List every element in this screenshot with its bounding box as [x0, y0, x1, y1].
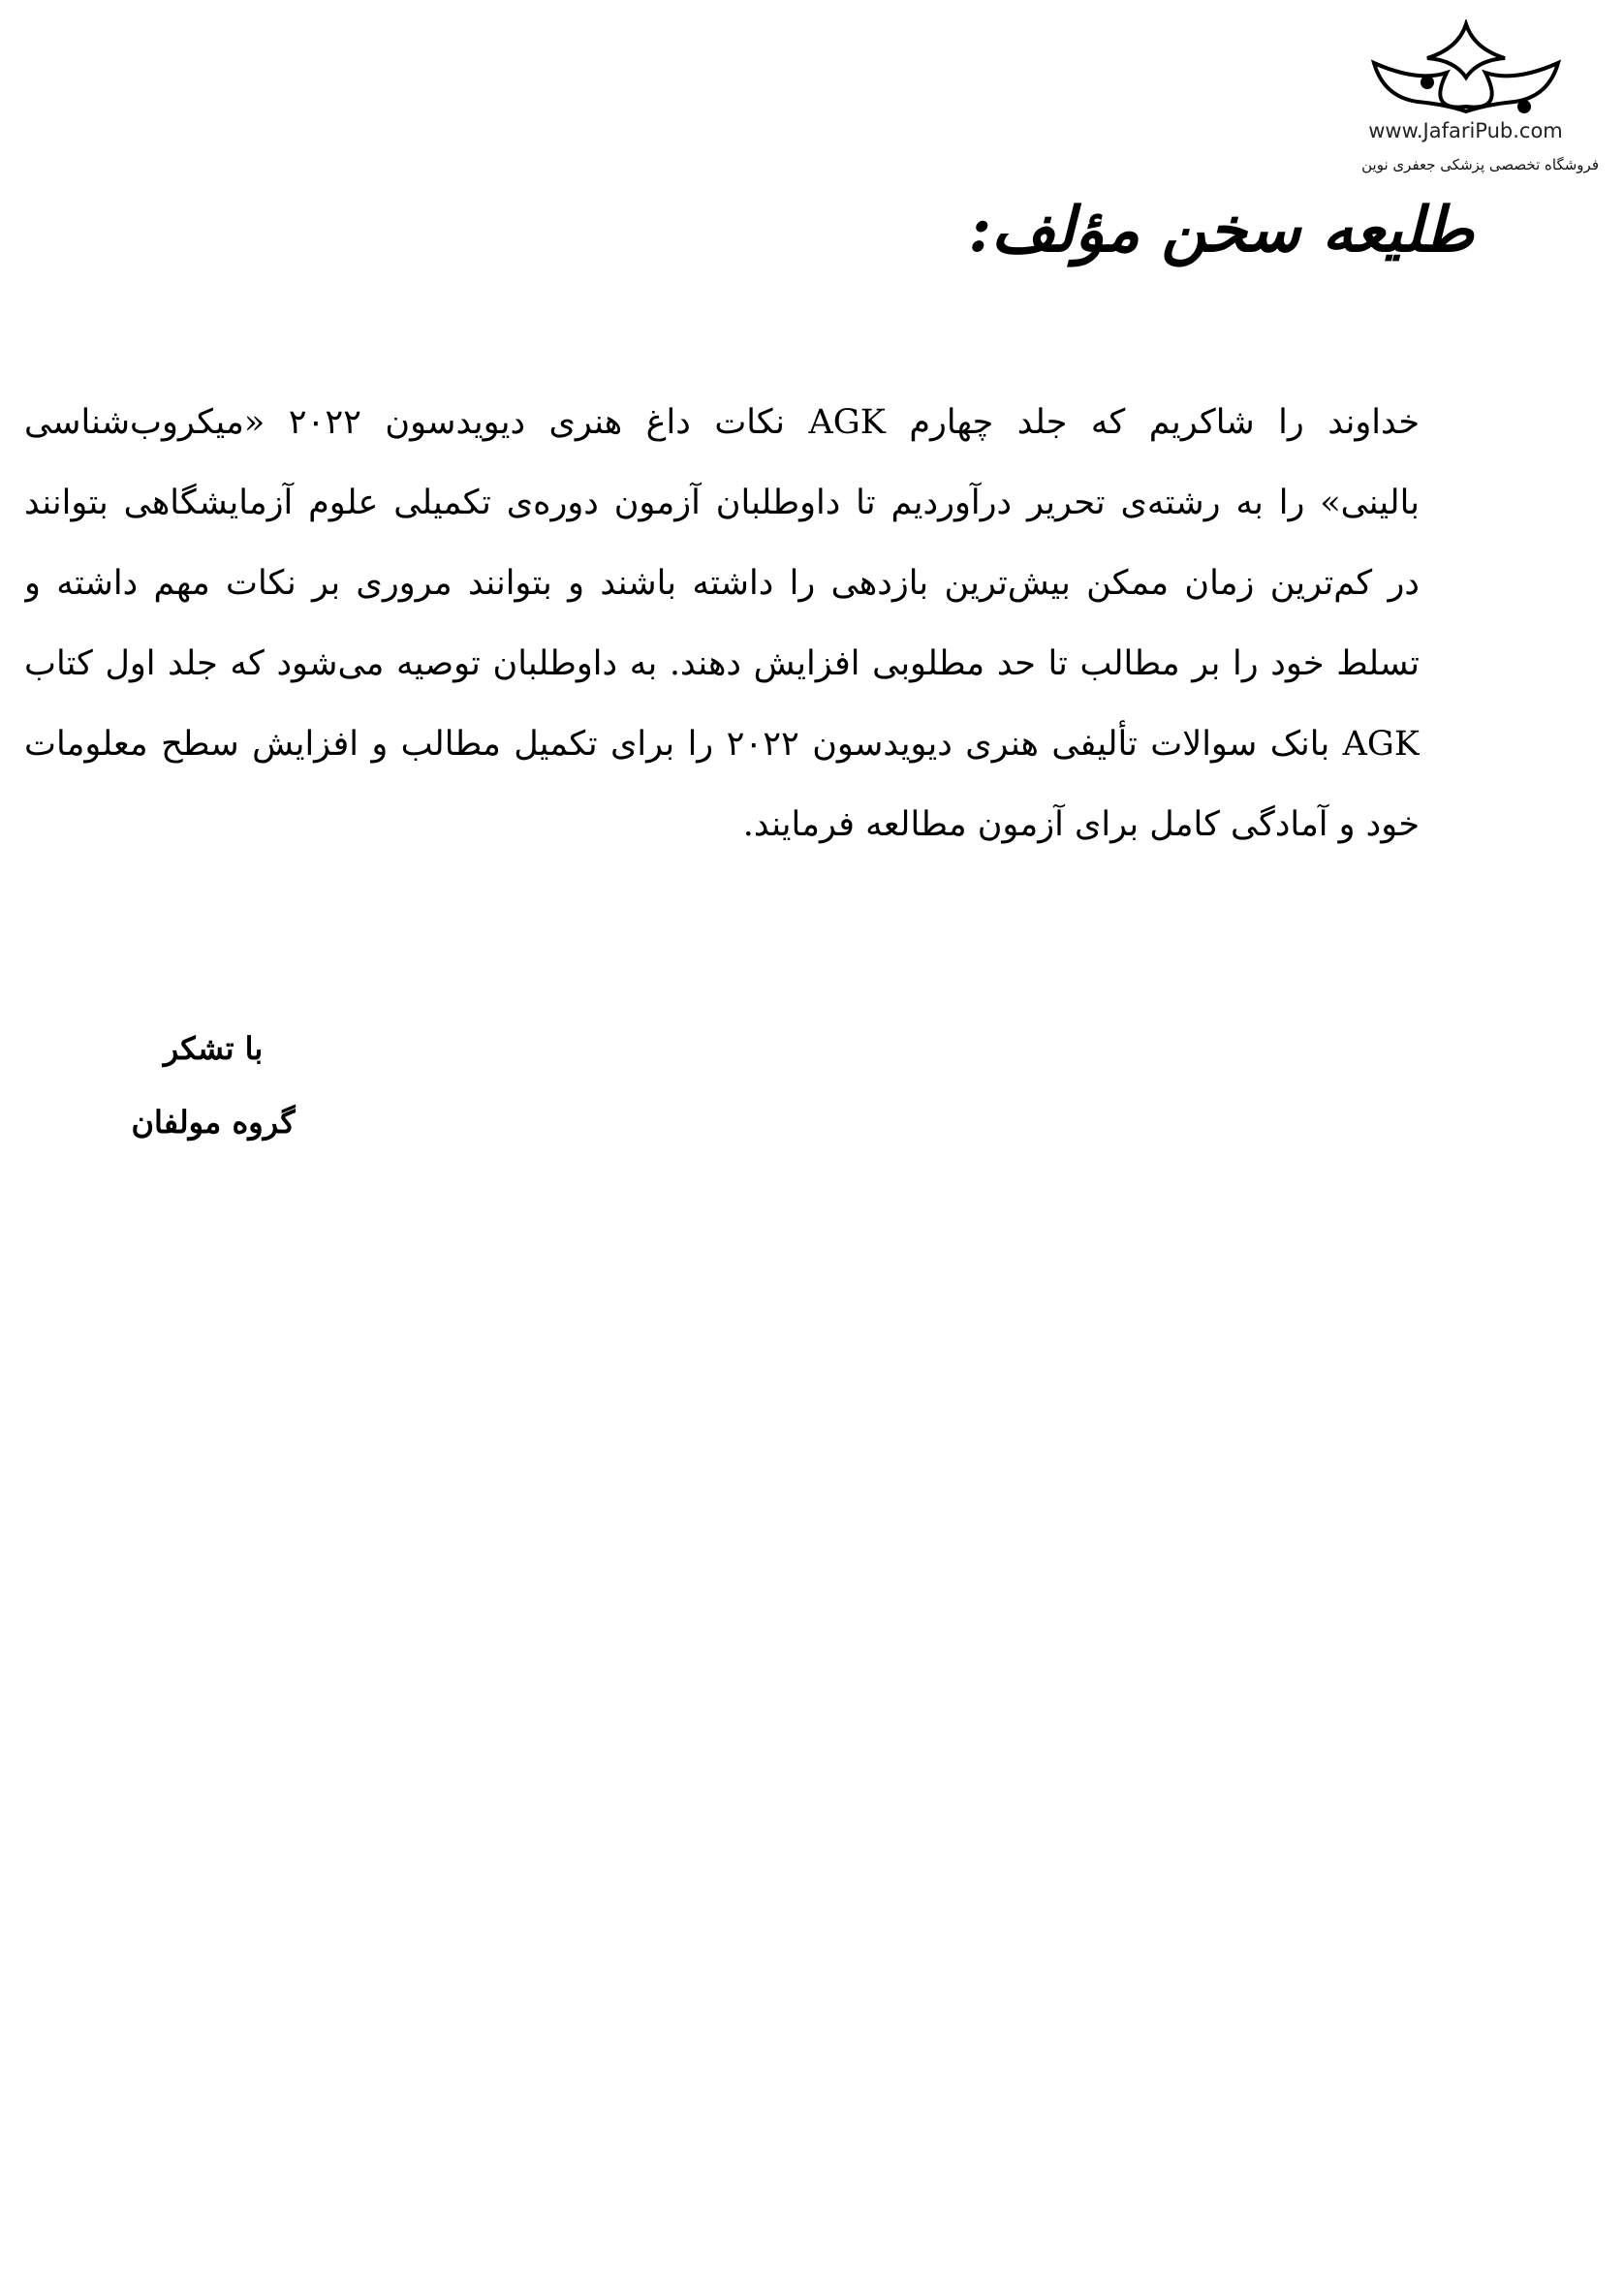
paragraph-line: AGK بانک سوالات تألیفی هنری دیویدسون ۲۰۲۲ را برای تکمیل مطالب و افزایش سطح معلومات — [24, 725, 1420, 764]
logo-emblem-icon — [1369, 19, 1563, 116]
logo-tagline: فروشگاه تخصصی پزشکی جعفری نوین — [1361, 156, 1599, 173]
paragraph-line: بالینی» را به رشته‌ی تحریر درآوردیم تا داوطلبان آزمون دوره‌ی تکمیلی علوم آزمایشگاهی بتوانند — [24, 484, 1420, 522]
preface-paragraph — [24, 383, 1420, 865]
publisher-logo — [1361, 19, 1570, 143]
paragraph-line: در کم‌ترین زمان ممکن بیش‌ترین بازدهی را داشته باشند و بتوانند مروری بر نکات مهم داشته و — [24, 564, 1420, 603]
paragraph-line: خداوند را شاکریم که جلد چهارم AGK نکات داغ هنری دیویدسون ۲۰۲۲ «میکروب‌شناسی — [24, 403, 1420, 442]
logo-url: www.JafariPub.com — [1368, 119, 1563, 142]
page-title: طلیعه سخن مؤلف: — [968, 194, 1474, 266]
closing-thanks: با تشکر — [163, 1030, 264, 1067]
paragraph-line: تسلط خود را بر مطالب تا حد مطلوبی افزایش دهند. به داوطلبان توصیه می‌شود که جلد اول کتاب — [24, 644, 1420, 683]
paragraph-line: خود و آمادگی کامل برای آزمون مطالعه فرمایند. — [742, 805, 1420, 844]
closing-authors: گروه مولفان — [131, 1104, 296, 1141]
